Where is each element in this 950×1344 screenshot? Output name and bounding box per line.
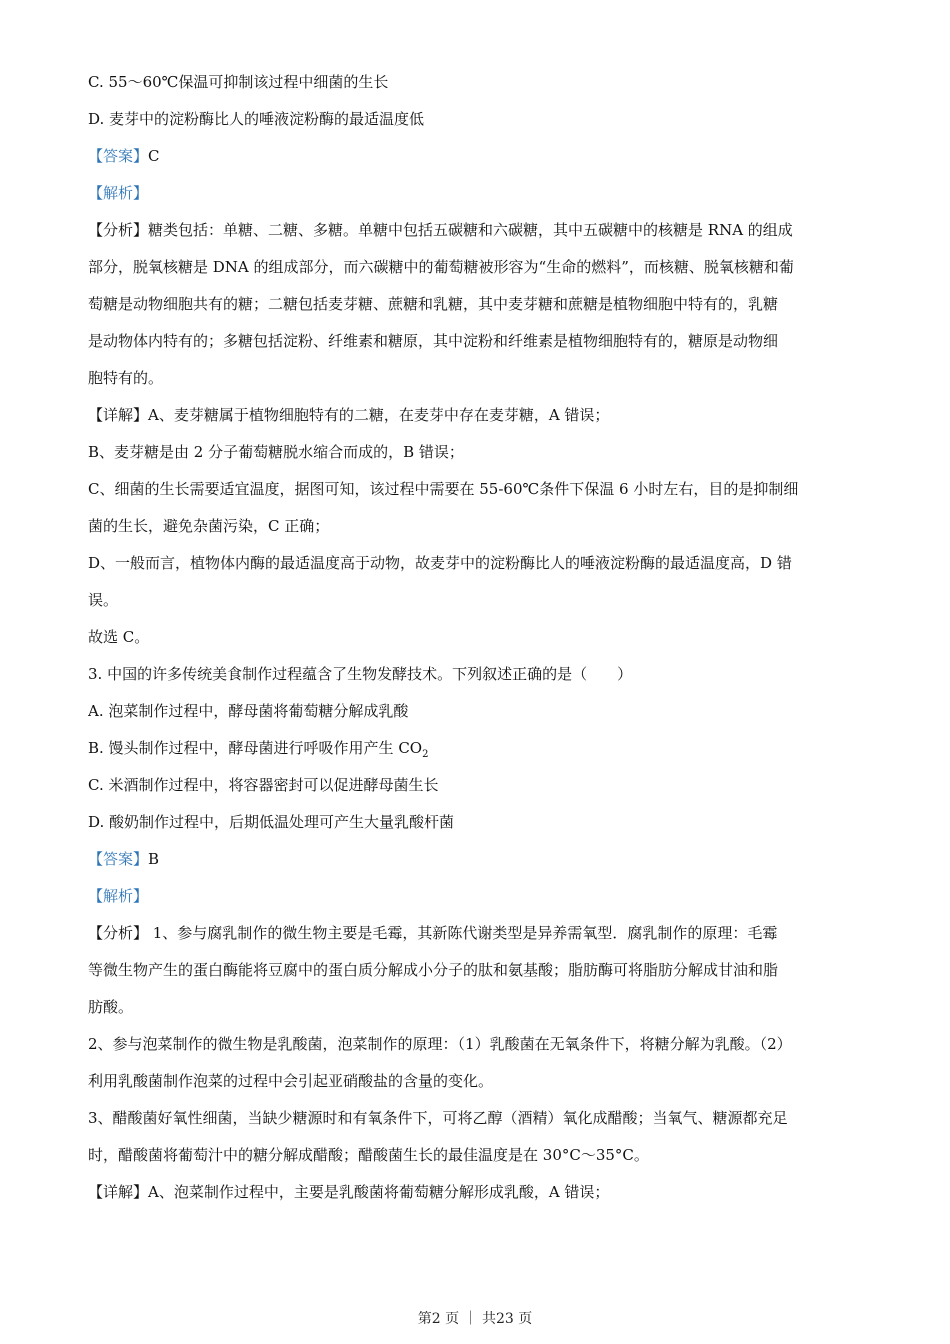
q3-answer [88, 847, 864, 871]
answer-tag: 【答案】 [88, 147, 149, 165]
q3-fenxi-line: 等微生物产生的蛋白酶能将豆腐中的蛋白质分解成小分子的肽和氨基酸；脂肪酶可将脂肪分解成甘油和脂 [88, 961, 779, 979]
page-footer: 第2 页 ｜ 共23 页 [417, 1311, 533, 1327]
q2-analysis-tag: 【解析】 [88, 184, 149, 202]
answer-value: C [148, 147, 160, 165]
q3-option-a: A. 泡菜制作过程中，酵母菌将葡萄糖分解成乳酸 [88, 702, 409, 720]
q3-stem: 3. 中国的许多传统美食制作过程蕴含了生物发酵技术。下列叙述正确的是（ ） [88, 665, 633, 683]
answer-value: B [148, 850, 160, 868]
q2-xiangjie-line: 菌的生长，避免杂菌污染，C 正确； [88, 517, 330, 535]
page-content [88, 70, 864, 1204]
q2-option-c: C. 55～60℃保温可抑制该过程中细菌的生长 [88, 73, 389, 91]
q2-fenxi-line: 是动物体内特有的；多糖包括淀粉、纤维素和糖原，其中淀粉和纤维素是植物细胞特有的，糖原是动物细 [88, 332, 779, 350]
option-b-subscript: 2 [422, 749, 429, 760]
q3-fenxi-line: 利用乳酸菌制作泡菜的过程中会引起亚硝酸盐的含量的变化。 [88, 1072, 494, 1090]
q3-fenxi-line: 【分析】 1、参与腐乳制作的微生物主要是毛霉，其新陈代谢类型是异养需氧型．腐乳制作的原理：毛霉 [88, 924, 778, 942]
q2-fenxi-line: 萄糖是动物细胞共有的糖；二糖包括麦芽糖、蔗糖和乳糖，其中麦芽糖和蔗糖是植物细胞中特有的，乳糖 [88, 295, 779, 313]
q3-fenxi-line: 2、参与泡菜制作的微生物是乳酸菌，泡菜制作的原理：（1）乳酸菌在无氧条件下，将糖分解为乳酸。（2） [88, 1035, 792, 1053]
q2-conclusion: 故选 C。 [88, 628, 150, 646]
q2-xiangjie-line: 误。 [88, 591, 119, 609]
q3-analysis-tag: 【解析】 [88, 887, 149, 905]
q3-fenxi-line: 时，醋酸菌将葡萄汁中的糖分解成醋酸；醋酸菌生长的最佳温度是在 30°C～35°C。 [88, 1146, 649, 1164]
q3-option-d: D. 酸奶制作过程中，后期低温处理可产生大量乳酸杆菌 [88, 813, 455, 831]
option-b-text: B. 馒头制作过程中，酵母菌进行呼吸作用产生 CO [88, 739, 423, 757]
q3-fenxi-line: 【详解】A、泡菜制作过程中，主要是乳酸菌将葡萄糖分解形成乳酸，A 错误； [88, 1183, 610, 1201]
q2-fenxi-line: 部分，脱氧核糖是 DNA 的组成部分，而六碳糖中的葡萄糖被形容为“生命的燃料”，而核糖、脱氧核糖和葡 [88, 258, 794, 276]
q3-option-c: C. 米酒制作过程中，将容器密封可以促进酵母菌生长 [88, 776, 439, 794]
q2-option-d: D. 麦芽中的淀粉酶比人的唾液淀粉酶的最适温度低 [88, 110, 425, 128]
q2-xiangjie-line: D、一般而言，植物体内酶的最适温度高于动物，故麦芽中的淀粉酶比人的唾液淀粉酶的最适温度高，D 错 [88, 554, 792, 572]
q2-answer [88, 144, 864, 168]
q3-option-b [88, 736, 864, 760]
q2-fenxi-line: 胞特有的。 [88, 369, 164, 387]
q3-fenxi-line: 3、醋酸菌好氧性细菌，当缺少糖源时和有氧条件下，可将乙醇（酒精）氧化成醋酸；当氧气、糖源都充足 [88, 1109, 788, 1127]
q3-fenxi-line: 肪酸。 [88, 998, 134, 1016]
q2-xiangjie-line: 【详解】A、麦芽糖属于植物细胞特有的二糖，在麦芽中存在麦芽糖，A 错误； [88, 406, 610, 424]
q2-fenxi-line: 【分析】糖类包括：单糖、二糖、多糖。单糖中包括五碳糖和六碳糖，其中五碳糖中的核糖是 RNA 的组成 [88, 221, 793, 239]
q2-xiangjie-line: C、细菌的生长需要适宜温度，据图可知，该过程中需要在 55-60℃条件下保温 6 小时左右，目的是抑制细 [88, 480, 799, 498]
q2-xiangjie-line: B、麦芽糖是由 2 分子葡萄糖脱水缩合而成的，B 错误； [88, 443, 464, 461]
answer-tag: 【答案】 [88, 850, 149, 868]
